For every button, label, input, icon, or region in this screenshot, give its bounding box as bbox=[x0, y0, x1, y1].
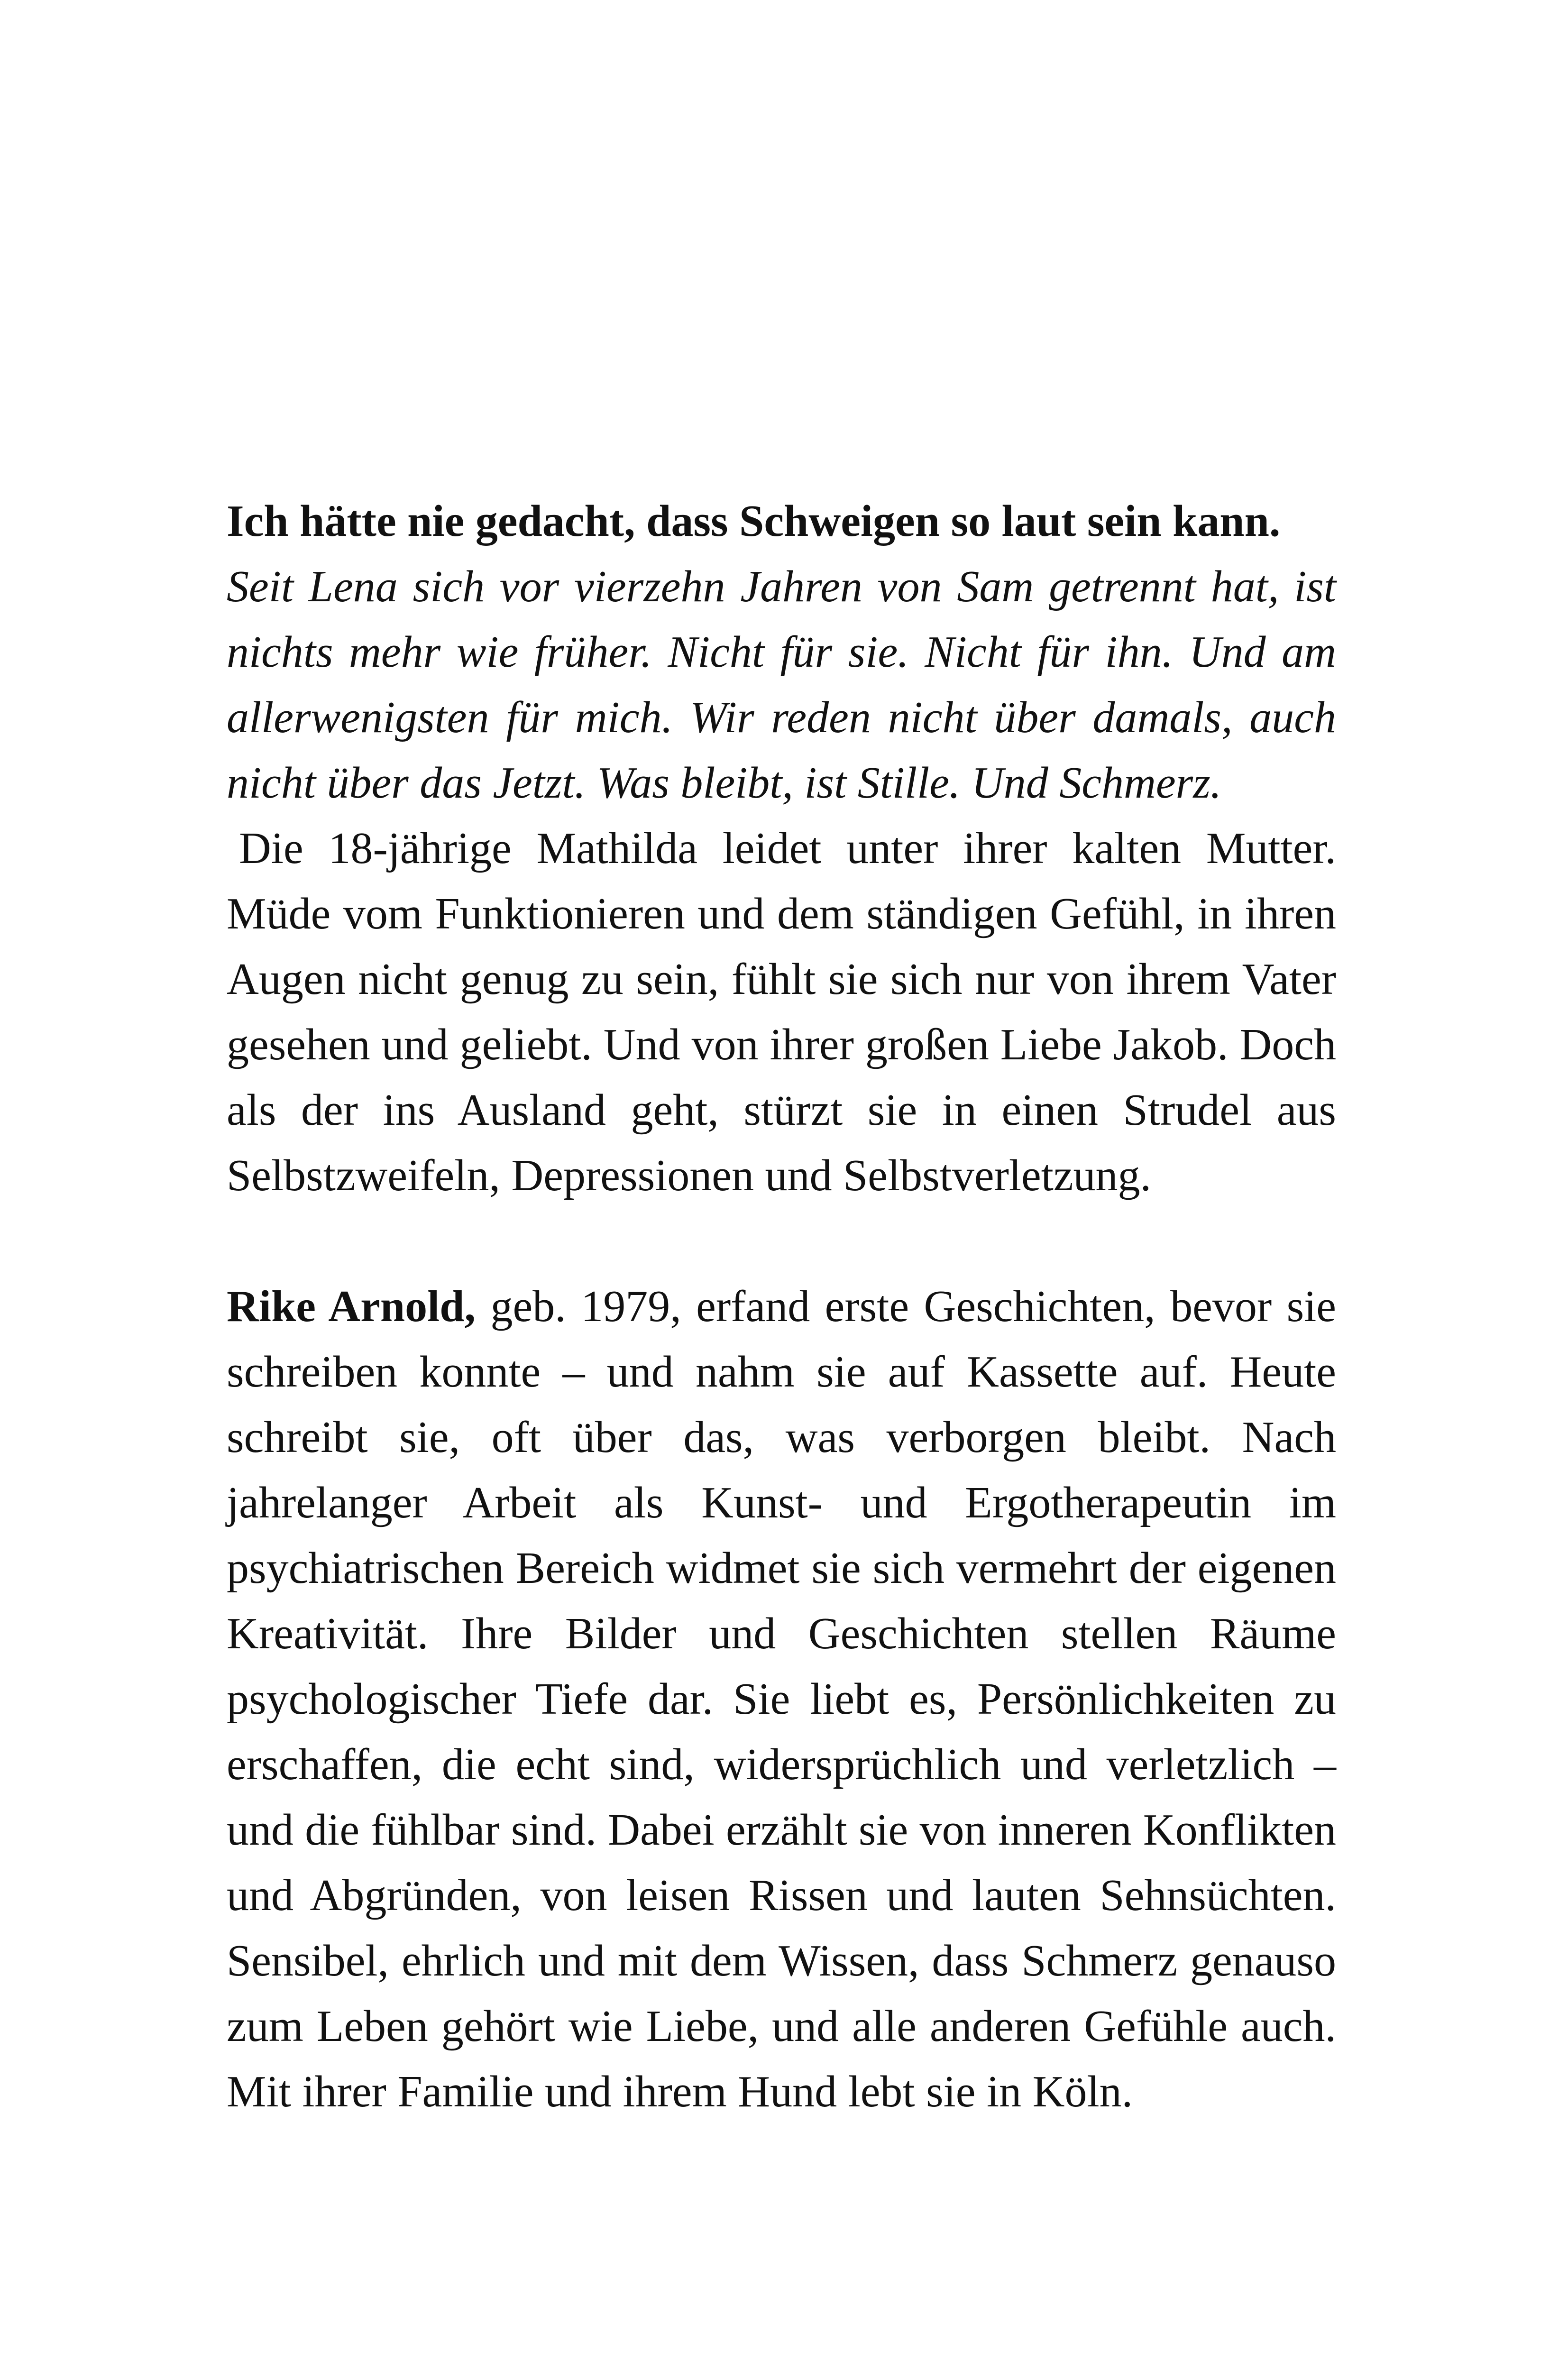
back-cover-text bbox=[227, 488, 1336, 2124]
paragraph-spacer bbox=[227, 1208, 1336, 1274]
teaser-paragraph: Seit Lena sich vor vierzehn Jahren von Sam getrennt hat, ist nichts mehr wie früher. Nicht für sie. Nicht für ihn. Und am allerwenigsten für mich. Wir reden nicht über damals, auch nicht über das Jetzt. Was bleibt, ist Stille. Und Schmerz. bbox=[227, 562, 1336, 808]
author-name: Rike Arnold, bbox=[227, 1282, 476, 1331]
headline: Ich hätte nie gedacht, dass Schweigen so laut sein kann. bbox=[227, 496, 1281, 546]
description-paragraph: Die 18-jährige Mathilda leidet unter ihrer kalten Mutter. Müde vom Funktionieren und dem ständigen Gefühl, in ihren Augen nicht genug zu sein, fühlt sie sich nur von ihrem Vater gesehen und geliebt. Und von ihrer großen Liebe Jakob. Doch als der ins Ausland geht, stürzt sie in einen Strudel aus Selbstzweifeln, Depressionen und Selbstverletzung. bbox=[227, 824, 1336, 1200]
author-bio bbox=[227, 1274, 1336, 2124]
author-bio-text: geb. 1979, erfand erste Geschichten, bevor sie schreiben konnte – und nahm sie auf Kassette auf. Heute schreibt sie, oft über das, was verborgen bleibt. Nach jahrelanger Arbeit als Kunst- und Ergotherapeutin im psychiatrischen Bereich widmet sie sich vermehrt der eigenen Kreativität. Ihre Bilder und Geschichten stellen Räume psychologischer Tiefe dar. Sie liebt es, Persönlichkeiten zu erschaffen, die echt sind, widersprüchlich und verletzlich – und die fühlbar sind. Dabei erzählt sie von inneren Konflikten und Abgründen, von leisen Rissen und lauten Sehnsüchten. Sensibel, ehrlich und mit dem Wissen, dass Schmerz genauso zum Leben gehört wie Liebe, und alle anderen Gefühle auch. Mit ihrer Familie und ihrem Hund lebt sie in Köln. bbox=[227, 1282, 1337, 2116]
